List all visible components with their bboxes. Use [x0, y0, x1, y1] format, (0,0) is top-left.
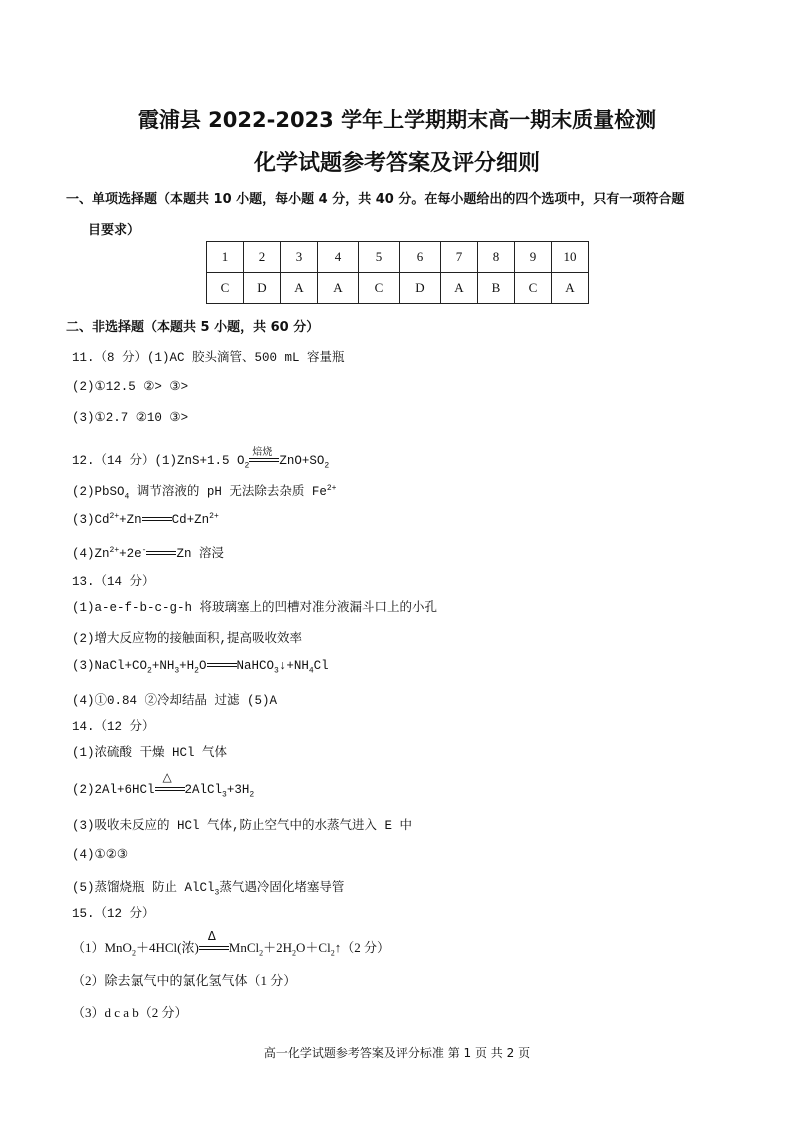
table-cell: A — [552, 273, 589, 304]
q13-line1: (1)a-e-f-b-c-g-h 将玻璃塞上的凹槽对准分液漏斗口上的小孔 — [72, 601, 438, 615]
reaction-condition: 焙烧 — [252, 446, 273, 458]
q12-l4-b: +2e — [119, 547, 142, 561]
q12-l4-c: Zn 溶浸 — [176, 547, 224, 561]
q13-l3-c: +H — [179, 659, 195, 673]
q12-l2-b: 调节溶液的 pH 无法除去杂质 Fe — [129, 485, 327, 499]
q15-heading: 15.（12 分） — [72, 907, 155, 921]
table-cell: D — [400, 273, 441, 304]
page-footer: 高一化学试题参考答案及评分标准 第 1 页 共 2 页 — [263, 1046, 531, 1060]
table-cell: B — [478, 273, 515, 304]
q12-l2-a: (2)PbSO — [72, 485, 125, 499]
reaction-condition: △ — [162, 769, 172, 784]
q14-line1: (1)浓硫酸 干燥 HCl 气体 — [72, 746, 228, 760]
table-cell: D — [244, 273, 281, 304]
q15-l1-c: MnCl — [228, 940, 260, 955]
q12-l3-b: +Zn — [119, 513, 142, 528]
q12-l4-a: (4)Zn — [72, 547, 110, 561]
table-cell: 2 — [244, 242, 281, 273]
q13-l3-e: NaHCO — [236, 659, 275, 673]
section1-heading-cont: 目要求） — [88, 223, 141, 238]
q11-line1: 11.（8 分）(1)AC 胶头滴管、500 mL 容量瓶 — [72, 351, 345, 365]
q15-l1-d: ＋2H — [263, 940, 293, 955]
q15-line3: （3）d c a b（2 分） — [72, 1005, 188, 1020]
table-cell: 3 — [281, 242, 318, 273]
q12-l3-a: (3)Cd — [72, 513, 110, 528]
q15-l1-a: （1）MnO — [72, 940, 132, 955]
reaction-equals-sign — [155, 769, 185, 795]
q14-line4: (4)①②③ — [72, 848, 129, 862]
table-cell: 4 — [318, 242, 359, 273]
q12-line2: (2)PbSO$_4$ 调节溶液的 pH 无法除去杂质 $Fe^{2+}$ — [72, 483, 337, 502]
reaction-equals-sign — [249, 446, 279, 466]
table-cell: C — [207, 273, 244, 304]
table-cell: 6 — [400, 242, 441, 273]
table-cell: 1 — [207, 242, 244, 273]
q15-l1-f: ↑（2 分） — [334, 940, 390, 955]
q15-line1: （1）MnO$_2$＋4HCl(浓) Δ $MnCl_2+2H_2O+Cl_2↑(2$ 分） — [72, 929, 390, 958]
q14-l5-b: 蒸气遇冷固化堵塞导管 — [219, 881, 345, 895]
q12-line1: 12.（14 分）(1)ZnS+1.5 $O_2$ 焙烧 $ZnO+SO_2$ — [72, 450, 329, 471]
q13-l3-f: ↓+NH — [278, 659, 309, 673]
q13-line3: $(3)NaCl+CO_2+NH_3+H_2O$ $NaHCO_3↓+NH_4Cl$ — [72, 659, 329, 676]
section1-heading: 一、单项选择题（本题共 10 小题，每小题 4 分，共 40 分。在每小题给出的四个选项中，只有一项符合题 — [66, 192, 685, 207]
table-cell: 7 — [441, 242, 478, 273]
q14-l2-b: 2AlCl — [184, 783, 223, 797]
reaction-equals-sign — [199, 929, 229, 954]
table-cell: 10 — [552, 242, 589, 273]
q13-line4: (4)①0.84 ②冷却结晶 过滤 (5)A — [72, 694, 278, 708]
section2-heading: 二、非选择题（本题共 5 小题，共 60 分） — [66, 320, 320, 335]
q12-eq-left: 12.（14 分）(1)ZnS+1.5 O — [72, 454, 245, 468]
q13-l3-g: Cl — [313, 659, 329, 673]
table-cell: A — [281, 273, 318, 304]
table-cell: A — [441, 273, 478, 304]
answer-table-numbers — [207, 242, 589, 273]
table-cell: C — [359, 273, 400, 304]
q14-heading: 14.（12 分） — [72, 720, 155, 734]
document-title: 霞浦县 2022-2023 学年上学期期末高一期末质量检测 — [137, 108, 657, 132]
answer-table — [206, 241, 589, 304]
q13-l3-a: (3)NaCl+CO — [72, 659, 148, 673]
reaction-equals-sign — [146, 549, 176, 559]
q13-l3-d: O — [198, 659, 207, 673]
q11-line3: (3)①2.7 ②10 ③> — [72, 411, 189, 425]
q14-line2: (2)2Al+6HCl △ $2AlCl_3+3H_2$ — [72, 769, 255, 800]
q13-heading: 13.（14 分） — [72, 575, 155, 589]
q14-l2-a: (2)2Al+6HCl — [72, 783, 155, 797]
q14-l2-c: +3H — [226, 783, 250, 797]
q11-line2: (2)①12.5 ②> ③> — [72, 380, 189, 394]
table-cell: 9 — [515, 242, 552, 273]
table-cell: 8 — [478, 242, 515, 273]
document-subtitle: 化学试题参考答案及评分细则 — [253, 151, 540, 176]
reaction-equals-sign — [207, 661, 237, 671]
reaction-condition: Δ — [207, 929, 217, 944]
q13-l3-b: +NH — [151, 659, 175, 673]
q14-line5: (5)蒸馏烧瓶 防止 AlCl$_3$蒸气遇冷固化堵塞导管 — [72, 881, 345, 898]
reaction-equals-sign — [142, 515, 172, 525]
answer-table-answers — [207, 273, 589, 304]
q12-l3-c: Cd+Zn — [171, 513, 210, 528]
q15-line2: （2）除去氯气中的氯化氢气体（1 分） — [72, 973, 297, 988]
q12-line4: $(4)Zn^{2+}+2e^-$ Zn 溶浸 — [72, 545, 224, 561]
table-cell: C — [515, 273, 552, 304]
q13-line2: (2)增大反应物的接触面积,提高吸收效率 — [72, 632, 303, 646]
q12-line3: $(3)Cd^{2+}+Zn$ $Cd+Zn^{2+}$ — [72, 512, 219, 528]
q14-l5-a: (5)蒸馏烧瓶 防止 AlCl — [72, 881, 215, 895]
q14-line3: (3)吸收未反应的 HCl 气体,防止空气中的水蒸气进入 E 中 — [72, 819, 413, 833]
q15-l1-b: ＋4HCl(浓) — [135, 940, 199, 955]
table-cell: 5 — [359, 242, 400, 273]
q12-eq-right: ZnO+SO — [279, 454, 325, 468]
table-cell: A — [318, 273, 359, 304]
q15-l1-e: O＋Cl — [296, 940, 331, 955]
